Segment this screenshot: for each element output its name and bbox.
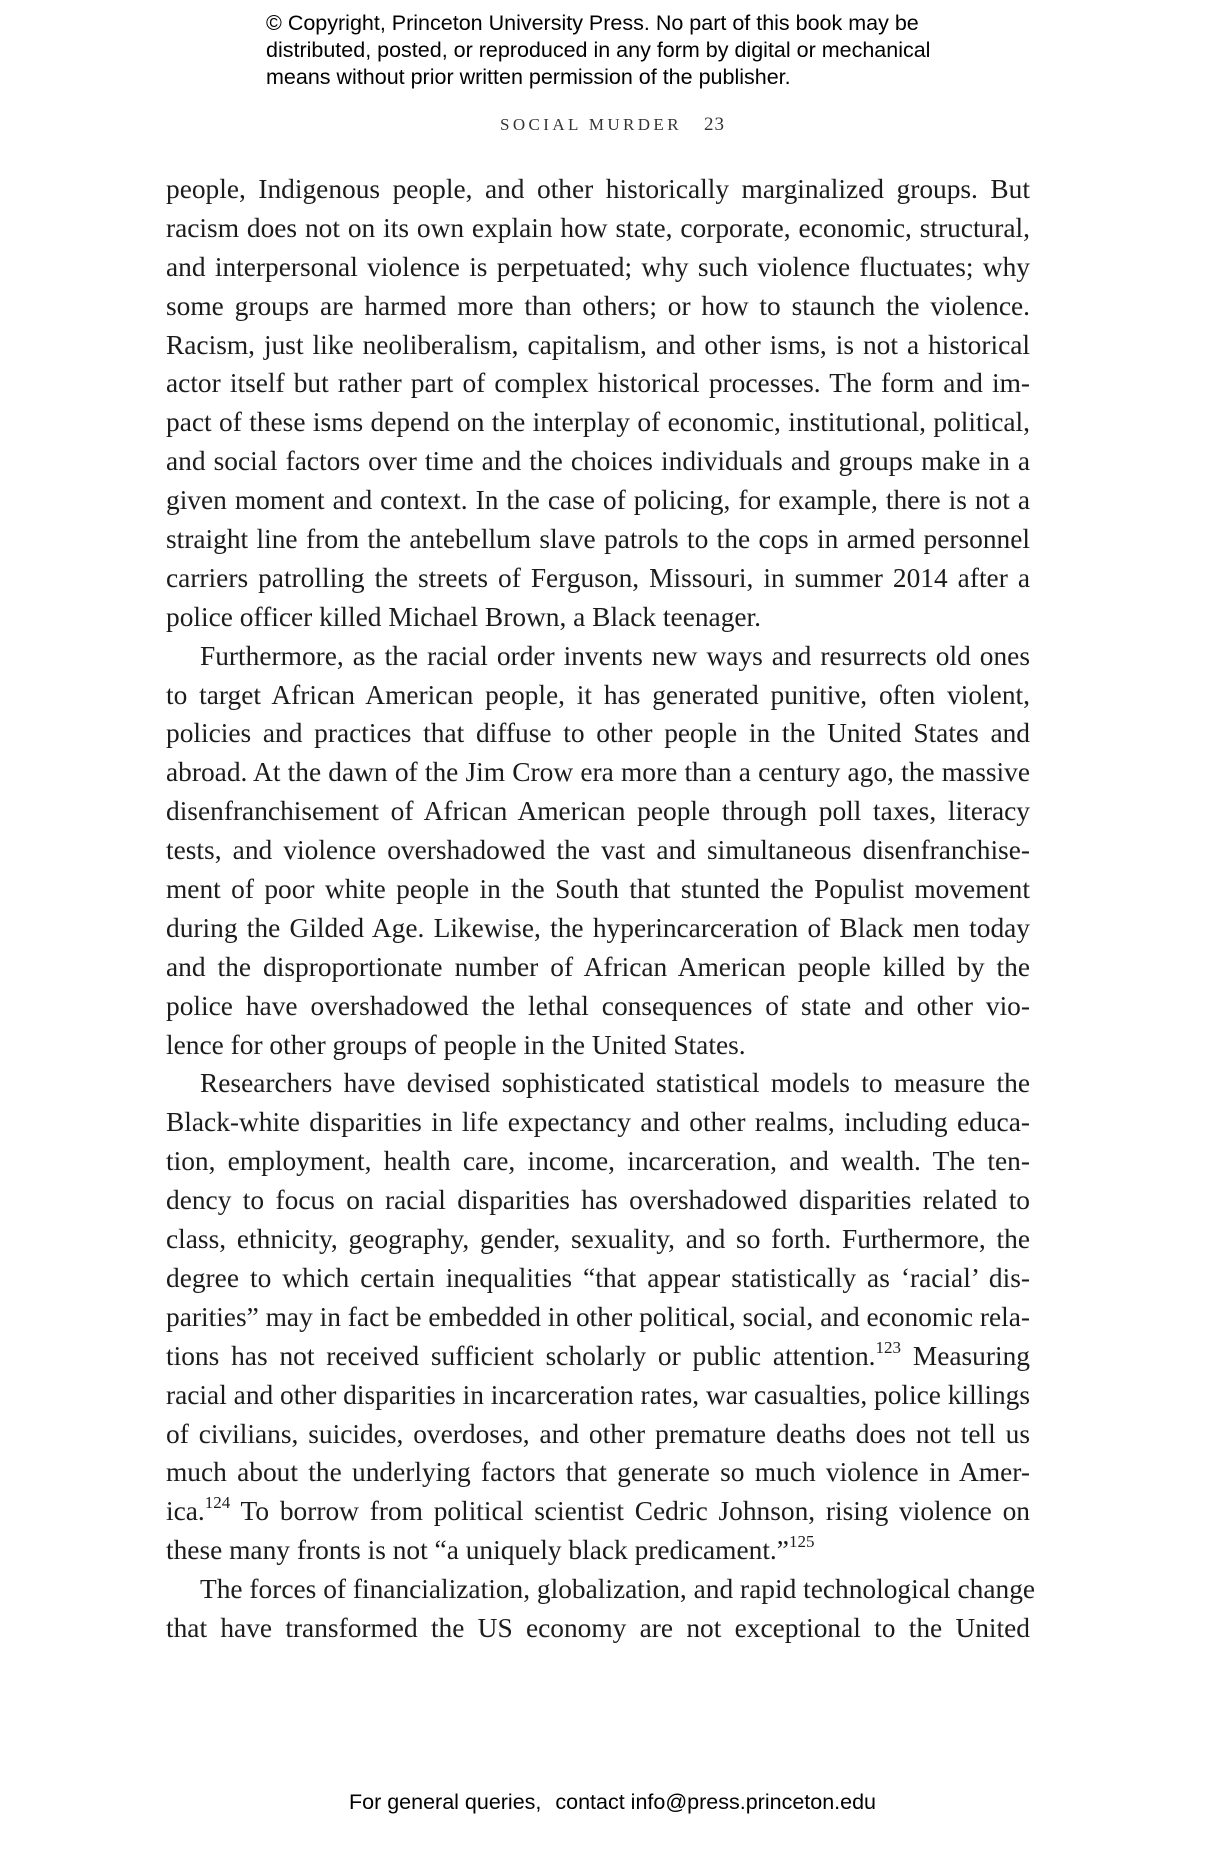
footer-contact: contact info@press.princeton.edu	[555, 1790, 877, 1814]
copyright-line: means without prior written permission of the publisher.	[266, 65, 791, 89]
text-line: racial and other disparities in incarceration rates, war casualties, police killings	[166, 1379, 1030, 1410]
text-line: people, Indigenous people, and other historically marginalized groups. But	[166, 174, 1030, 204]
body-text	[166, 170, 1036, 1648]
text-line: dency to focus on racial disparities has overshadowed disparities related to	[166, 1185, 1030, 1216]
text-line: policies and practices that diffuse to other people in the United States and	[166, 718, 1030, 749]
text-line: given moment and context. In the case of policing, for example, there is not a	[166, 485, 1030, 516]
text-line: straight line from the antebellum slave patrols to the cops in armed personnel	[166, 524, 1030, 555]
text-line: actor itself but rather part of complex historical processes. The form and im-	[166, 368, 1030, 399]
text-line: tion, employment, health care, income, incarceration, and wealth. The ten-	[166, 1146, 1030, 1177]
text-segment: To borrow from political scientist Cedric Johnson, rising violence on	[230, 1496, 1030, 1527]
text-line: degree to which certain inequalities “that appear statistically as ‘racial’ dis-	[166, 1262, 1030, 1293]
text-segment: Measuring	[901, 1340, 1030, 1371]
page-number: 23	[703, 114, 725, 135]
text-line: Black-white disparities in life expectancy and other realms, including educa-	[166, 1107, 1030, 1138]
text-segment: ica.	[166, 1496, 205, 1527]
text-segment: these many fronts is not “a uniquely black predicament.”	[166, 1535, 789, 1566]
text-line: much about the underlying factors that generate so much violence in Amer-	[166, 1457, 1030, 1488]
running-head	[0, 114, 1225, 136]
footnote-ref: 125	[788, 1532, 815, 1552]
text-line: pact of these isms depend on the interplay of economic, institutional, political,	[166, 407, 1030, 438]
text-line: disenfranchisement of African American people through poll taxes, literacy	[166, 796, 1030, 827]
footer-label: For general queries,	[348, 1790, 542, 1814]
text-line: that have transformed the US economy are not exceptional to the United	[166, 1612, 1030, 1643]
footer	[0, 1790, 1225, 1815]
footnote-ref: 123	[875, 1337, 902, 1357]
copyright-notice	[266, 10, 1026, 91]
text-line	[166, 1337, 1030, 1376]
text-line: racism does not on its own explain how state, corporate, economic, structural,	[166, 212, 1030, 243]
paragraph	[166, 1570, 1036, 1648]
text-line: of civilians, suicides, overdoses, and other premature deaths does not tell us	[166, 1418, 1030, 1449]
text-line: Researchers have devised sophisticated statistical models to measure the	[200, 1068, 1030, 1099]
text-line: and the disproportionate number of African American people killed by the	[166, 951, 1030, 982]
copyright-line: distributed, posted, or reproduced in any form by digital or mechanical	[266, 38, 931, 62]
text-line: and interpersonal violence is perpetuated; why such violence fluctuates; why	[166, 251, 1030, 282]
text-line: Racism, just like neoliberalism, capitalism, and other isms, is not a historical	[166, 329, 1030, 360]
text-segment: tions has not received sufficient scholarly or public attention.	[166, 1340, 876, 1371]
text-line: some groups are harmed more than others; or how to staunch the violence.	[166, 290, 1030, 321]
text-line: tests, and violence overshadowed the vast and simultaneous disenfranchise-	[166, 835, 1030, 866]
paragraph	[166, 637, 1030, 1065]
footnote-ref: 124	[204, 1493, 231, 1513]
text-line: abroad. At the dawn of the Jim Crow era more than a century ago, the massive	[166, 757, 1030, 788]
paragraph	[166, 1064, 1030, 1570]
text-line	[166, 1531, 1030, 1570]
text-line: to target African American people, it has generated punitive, often violent,	[166, 679, 1030, 710]
text-line: carriers patrolling the streets of Ferguson, Missouri, in summer 2014 after a	[166, 562, 1030, 593]
text-line: ment of poor white people in the South that stunted the Populist movement	[166, 874, 1030, 905]
text-line	[166, 1492, 1030, 1531]
running-head-title: SOCIAL MURDER	[500, 115, 682, 134]
text-line: during the Gilded Age. Likewise, the hyperincarceration of Black men today	[166, 912, 1030, 943]
copyright-line: © Copyright, Princeton University Press. No part of this book may be	[266, 11, 919, 35]
text-line: The forces of financialization, globalization, and rapid technological change	[200, 1574, 1036, 1605]
text-line: parities” may in fact be embedded in other political, social, and economic rela-	[166, 1301, 1030, 1332]
text-line: police officer killed Michael Brown, a Black teenager.	[166, 601, 762, 632]
text-line: class, ethnicity, geography, gender, sexuality, and so forth. Furthermore, the	[166, 1224, 1030, 1255]
text-line: police have overshadowed the lethal consequences of state and other vio-	[166, 990, 1030, 1021]
text-line: and social factors over time and the choices individuals and groups make in a	[166, 446, 1030, 477]
text-line: Furthermore, as the racial order invents new ways and resurrects old ones	[200, 640, 1030, 671]
paragraph	[166, 170, 1030, 637]
text-line: lence for other groups of people in the United States.	[166, 1029, 746, 1060]
